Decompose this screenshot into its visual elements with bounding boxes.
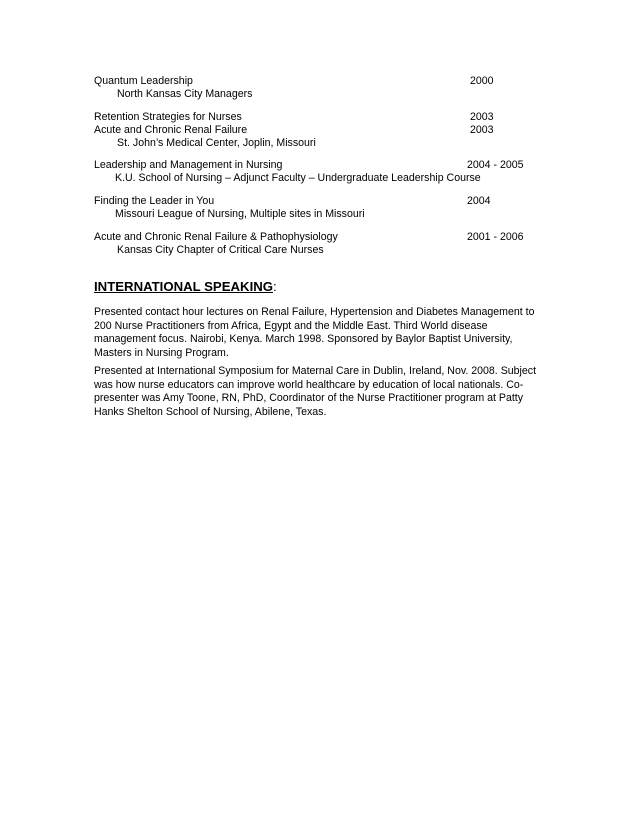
entry-detail: North Kansas City Managers	[117, 88, 253, 100]
paragraph-line: presenter was Amy Toone, RN, PhD, Coordinator of the Nurse Practitioner program at Patty	[94, 392, 524, 404]
paragraph-line: Presented contact hour lectures on Renal Failure, Hypertension and Diabetes Management to	[94, 306, 535, 318]
paragraph-line: Presented at International Symposium for Maternal Care in Dublin, Ireland, Nov. 2008. Subject	[94, 365, 537, 377]
entry-title: Finding the Leader in You	[94, 195, 215, 207]
entry-detail: St. John’s Medical Center, Joplin, Missouri	[117, 137, 316, 149]
paragraph-line: Masters in Nursing Program.	[94, 346, 229, 359]
entry-year: 2000	[470, 75, 494, 87]
entry-title: Leadership and Management in Nursing	[94, 159, 283, 171]
entry-year: 2004 - 2005	[467, 159, 524, 171]
entry-detail: Kansas City Chapter of Critical Care Nurses	[117, 244, 324, 256]
section-heading-text: INTERNATIONAL SPEAKING	[94, 279, 274, 294]
paragraph-line: 200 Nurse Practitioners from Africa, Egypt and the Middle East. Third World disease	[94, 319, 488, 332]
international-paragraph	[94, 306, 544, 360]
entry-detail: Missouri League of Nursing, Multiple sites in Missouri	[115, 208, 365, 220]
international-paragraph	[94, 365, 544, 419]
entry-title: Quantum Leadership	[94, 75, 193, 87]
entry-year: 2003	[470, 111, 494, 123]
entry-title: Retention Strategies for Nurses	[94, 111, 242, 123]
paragraph-line: management focus. Nairobi, Kenya. March 1998. Sponsored by Baylor Baptist University,	[94, 333, 513, 345]
paragraph-line: Hanks Shelton School of Nursing, Abilene, Texas.	[94, 405, 327, 418]
entry-year: 2003	[470, 124, 494, 136]
entry-year: 2001 - 2006	[467, 231, 524, 243]
entry-year: 2004	[467, 195, 491, 207]
entry-detail: K.U. School of Nursing – Adjunct Faculty – Undergraduate Leadership Course	[115, 172, 481, 184]
entry-title: Acute and Chronic Renal Failure & Pathophysiology	[94, 231, 338, 243]
section-heading-international-speaking	[94, 279, 277, 295]
entry-title: Acute and Chronic Renal Failure	[94, 124, 248, 136]
section-heading-colon: :	[273, 279, 277, 294]
paragraph-line: was how nurse educators can improve world healthcare by education of local nationals. Co-	[94, 378, 524, 391]
